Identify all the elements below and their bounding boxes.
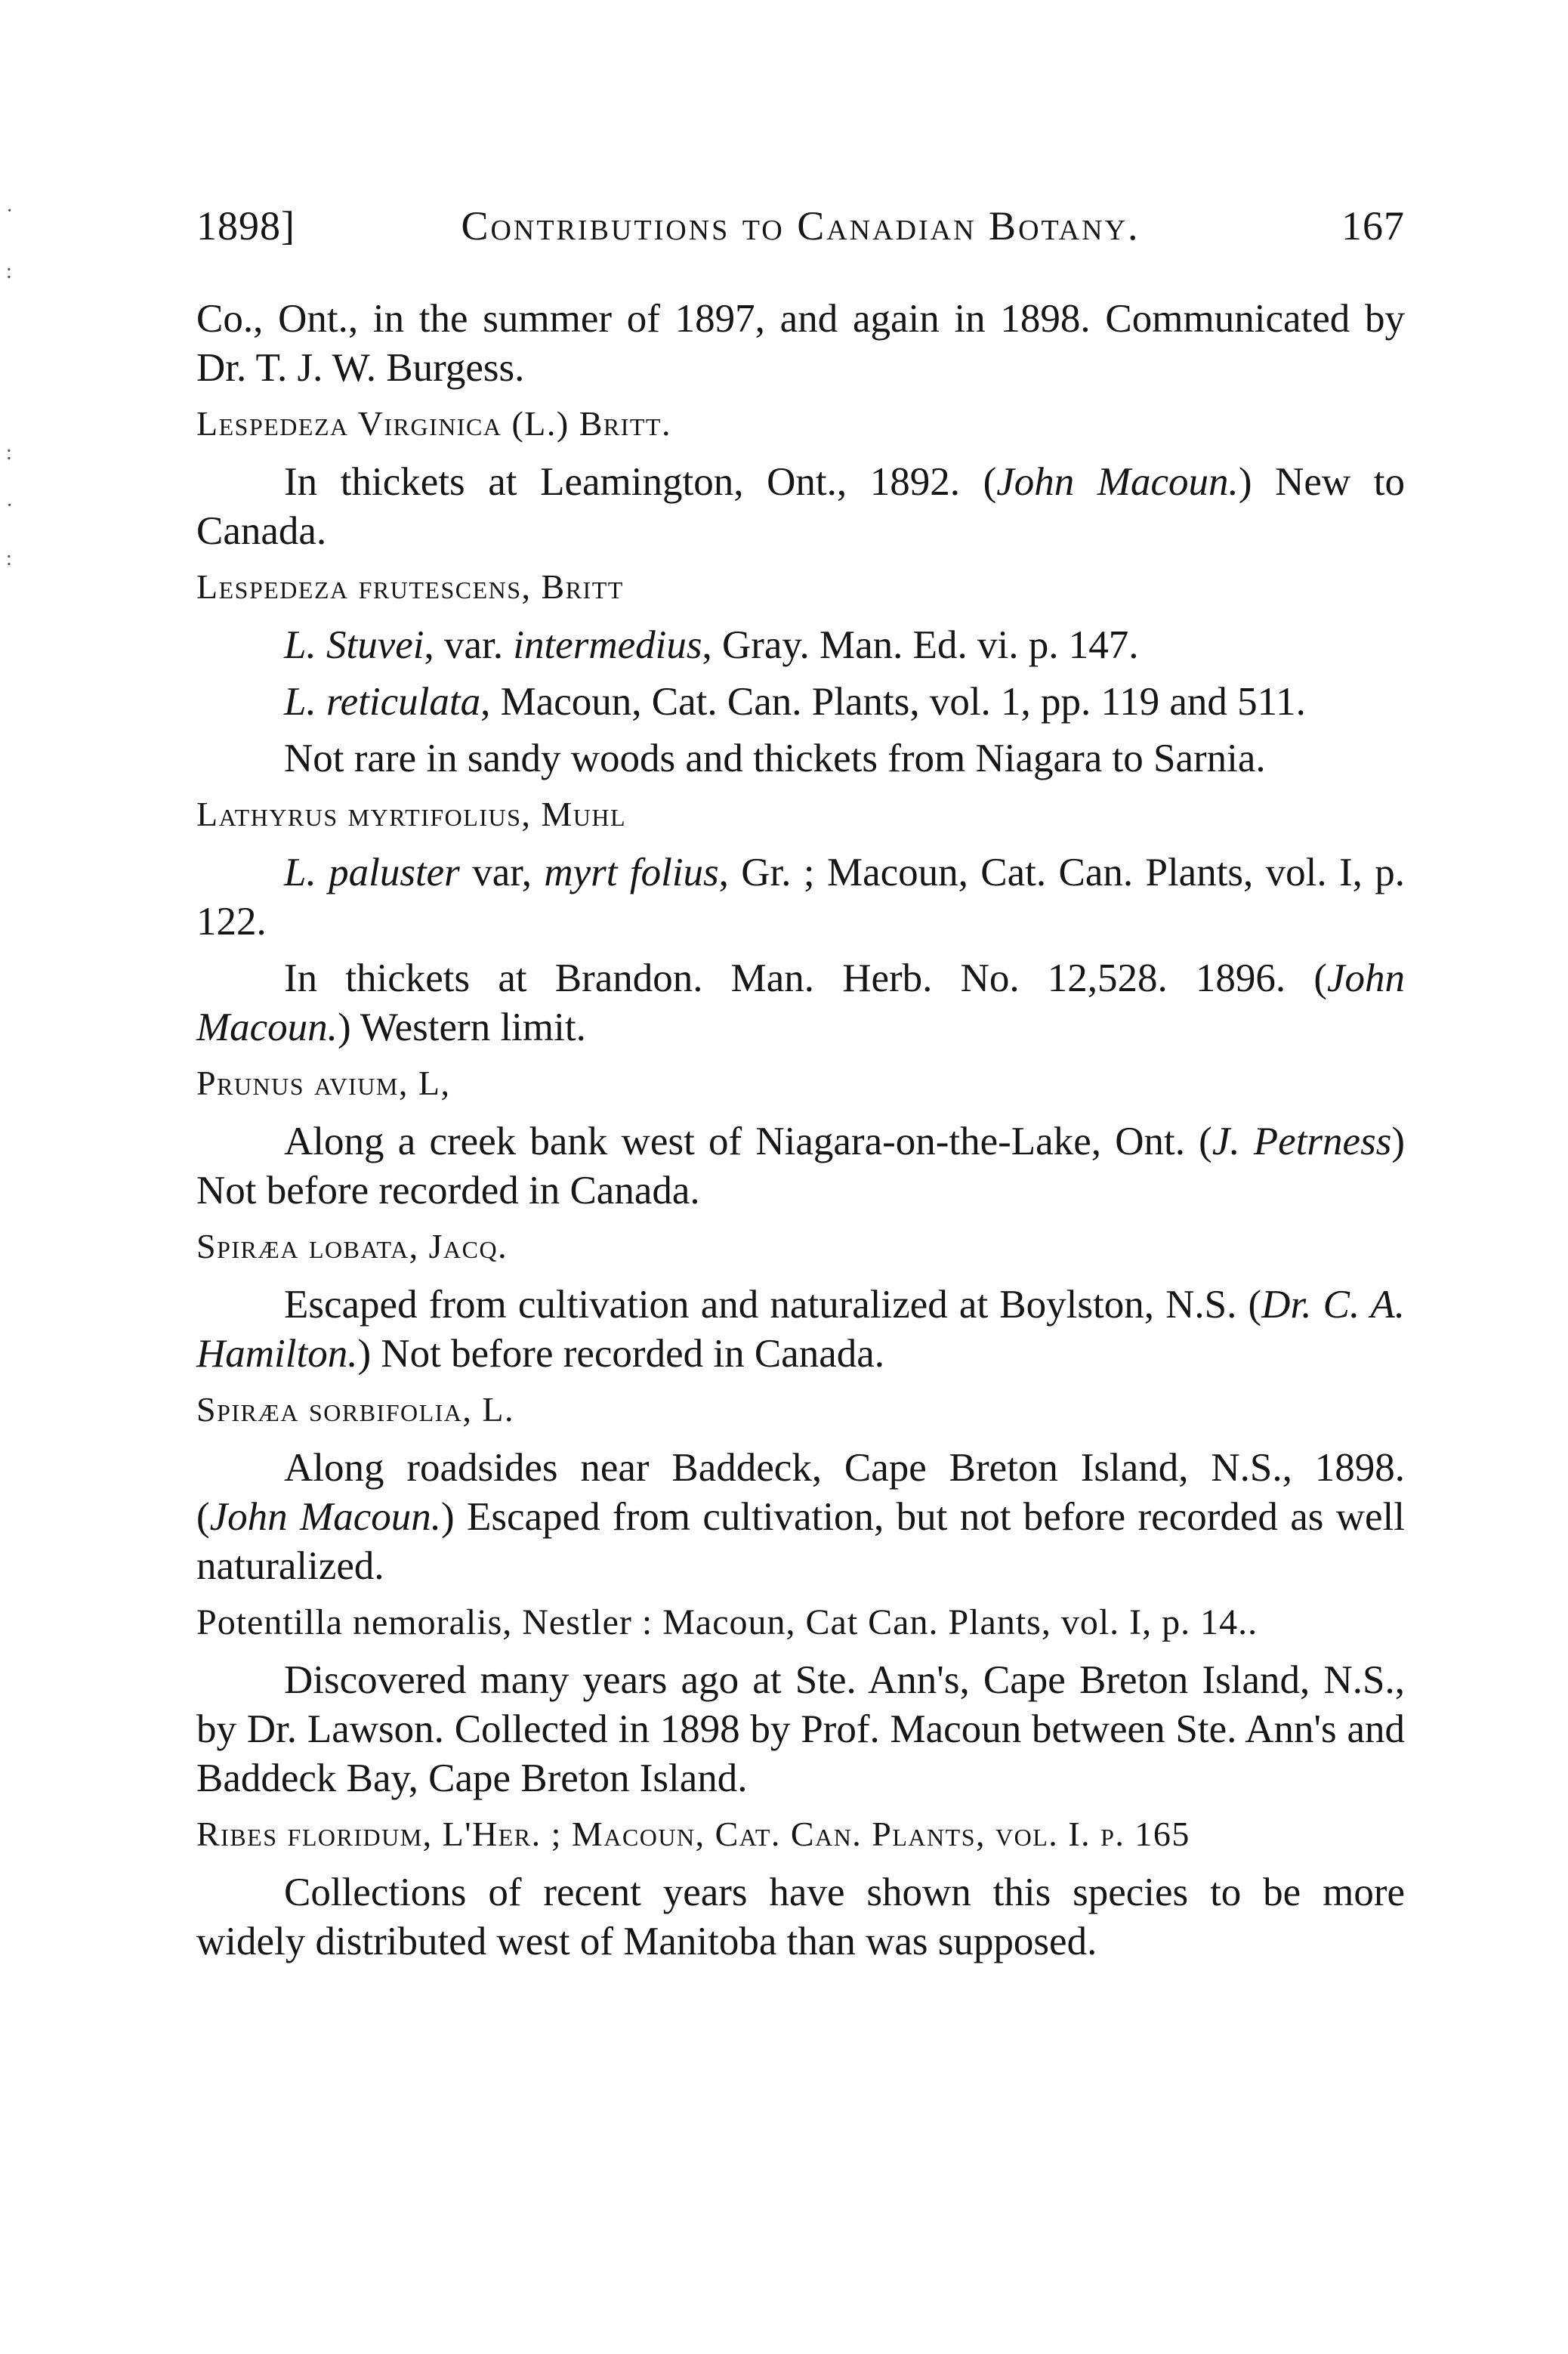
header-year: 1898] — [196, 203, 295, 249]
paragraph — [196, 1868, 1405, 1966]
margin-specks: · : : · : — [6, 199, 14, 570]
text-run: Potentilla nemoralis, Nestler : Macoun, Cat Can. Plants, vol. I, p. 14.. — [196, 1602, 1258, 1642]
text-run: Co., Ont., in the summer of 1897, and again in 1898. Communicated by Dr. T. J. W. Burgess. — [196, 297, 1405, 390]
italic-text: John Macoun. — [196, 956, 1405, 1049]
italic-text: myrt folius — [544, 851, 719, 894]
species-heading — [196, 1811, 1405, 1858]
italic-text: intermedius — [513, 623, 702, 667]
text-run: Along a creek bank west of Niagara-on-the-Lake, Ont. ( — [284, 1120, 1212, 1163]
book-page — [196, 202, 1405, 1974]
paragraph — [196, 734, 1405, 783]
species-heading — [196, 1386, 1405, 1433]
italic-text: John Macoun. — [209, 1495, 441, 1539]
text-run: In thickets at Brandon. Man. Herb. No. 12,528. 1896. ( — [284, 956, 1327, 1000]
species-heading — [196, 1223, 1405, 1270]
text-run: ) Western limit. — [337, 1006, 586, 1049]
text-run: ) Not before recorded in Canada. — [357, 1332, 884, 1376]
text-run: Lespedeza Virginica (L.) Britt. — [196, 404, 671, 443]
page-number: 167 — [1341, 203, 1405, 249]
italic-text: Dr. C. A. Hamilton. — [196, 1283, 1405, 1376]
page-body — [196, 295, 1405, 1966]
header-title: Contributions to Canadian Botany. — [461, 203, 1141, 249]
species-heading — [196, 791, 1405, 838]
italic-text: John Macoun. — [996, 460, 1239, 504]
text-run: Lathyrus myrtifolius, Muhl — [196, 795, 627, 833]
species-heading — [196, 1599, 1405, 1647]
running-header — [196, 202, 1405, 257]
paragraph — [196, 1444, 1405, 1591]
text-run: ) Not before recorded in Canada. — [196, 1120, 1405, 1213]
text-run: Along roadsides near Baddeck, Cape Breton Island, N.S., 1898. ( — [196, 1446, 1405, 1539]
paragraph — [196, 954, 1405, 1052]
text-run: , Macoun, Cat. Can. Plants, vol. 1, pp. 119 and 511. — [480, 680, 1306, 724]
text-run: Collections of recent years have shown this species to be more widely distributed west of Manitoba than was supposed. — [196, 1871, 1405, 1963]
text-run: Not rare in sandy woods and thickets from Niagara to Sarnia. — [284, 737, 1266, 780]
paragraph — [196, 295, 1405, 393]
paragraph — [196, 1280, 1405, 1379]
text-run: Spiræa sorbifolia, L. — [196, 1390, 515, 1429]
text-run: var, — [459, 851, 545, 894]
text-run: Ribes floridum, L'Her. ; Macoun, Cat. Can. Plants, vol. I. p. 165 — [196, 1815, 1190, 1853]
text-run: , var. — [424, 623, 514, 667]
text-run: , Gray. Man. Ed. vi. p. 147. — [702, 623, 1139, 667]
italic-text: J. Petrness — [1211, 1120, 1392, 1163]
species-heading — [196, 400, 1405, 447]
text-run: ) New to Canada. — [196, 460, 1406, 553]
paragraph — [196, 1117, 1405, 1216]
species-heading — [196, 564, 1405, 610]
paragraph — [196, 678, 1405, 727]
italic-text: L. paluster — [284, 851, 460, 894]
paragraph — [196, 1656, 1405, 1803]
paragraph — [196, 848, 1405, 947]
text-run: Spiræa lobata, Jacq. — [196, 1227, 508, 1265]
text-run: Escaped from cultivation and naturalized at Boylston, N.S. ( — [284, 1283, 1262, 1327]
italic-text: L. reticulata — [284, 680, 481, 724]
text-run: ) Escaped from cultivation, but not before recorded as well naturalized. — [196, 1495, 1406, 1588]
text-run: Discovered many years ago at Ste. Ann's, Cape Breton Island, N.S., by Dr. Lawson. Collected in 1898 by Prof. Macoun between Ste. Ann's and Baddeck Bay, Cape Breton Island. — [196, 1658, 1405, 1800]
paragraph — [196, 621, 1405, 670]
text-run: Lespedeza frutescens, Britt — [196, 567, 624, 606]
species-heading — [196, 1060, 1405, 1107]
text-run: In thickets at Leamington, Ont., 1892. ( — [284, 460, 997, 504]
italic-text: L. Stuvei — [284, 623, 424, 667]
text-run: Prunus avium, L, — [196, 1064, 451, 1102]
text-run: , Gr. ; Macoun, Cat. Can. Plants, vol. I, p. 122. — [196, 851, 1406, 944]
paragraph — [196, 458, 1405, 556]
